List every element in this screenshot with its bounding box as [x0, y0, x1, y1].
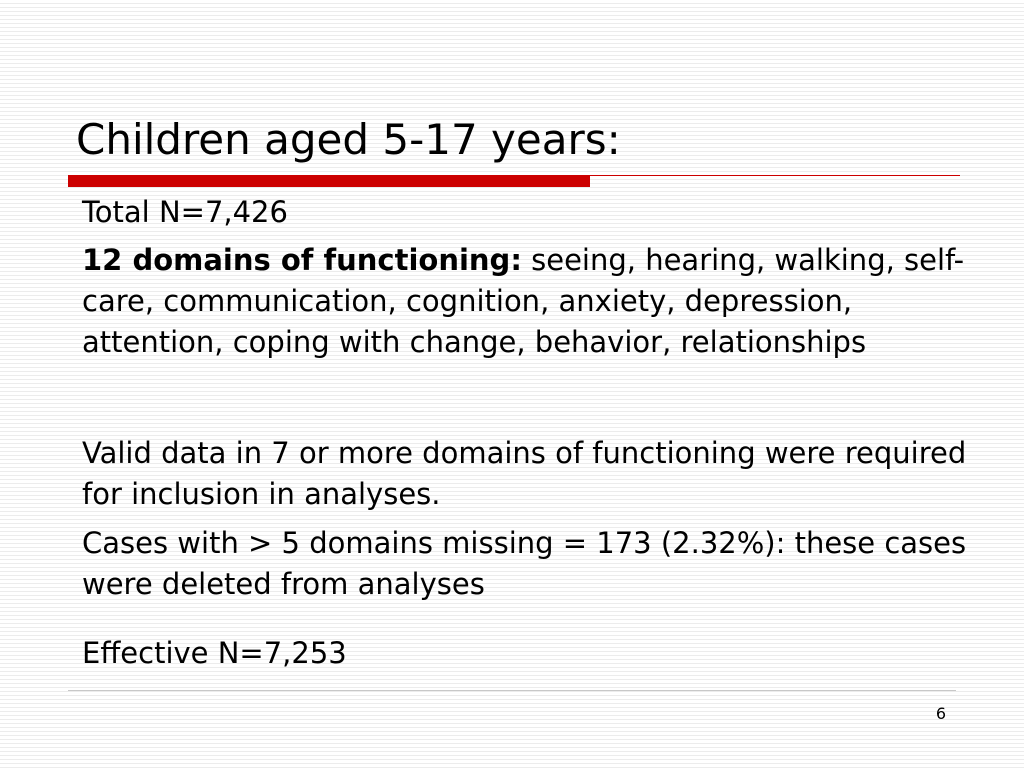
valid-data-text: Valid data in 7 or more domains of functioning were required for inclusion in analyses.: [82, 436, 967, 511]
footer-divider: [68, 690, 956, 691]
total-n-text: Total N=7,426: [82, 195, 288, 229]
slide-title: Children aged 5-17 years:: [76, 115, 621, 164]
domains-heading: 12 domains of functioning:: [82, 243, 522, 277]
title-underline-accent: [68, 175, 590, 187]
domains-paragraph: [82, 240, 987, 363]
cases-missing-text: Cases with > 5 domains missing = 173 (2.32%): these cases were deleted from analyses: [82, 526, 967, 601]
effective-n-text: Effective N=7,253: [82, 636, 347, 670]
title-underline-thin: [590, 175, 960, 176]
page-number: 6: [935, 704, 946, 723]
domains-list: seeing, hearing, walking, self-care, communication, cognition, anxiety, depression, attention, coping with change, behavior, relationships: [82, 243, 965, 359]
